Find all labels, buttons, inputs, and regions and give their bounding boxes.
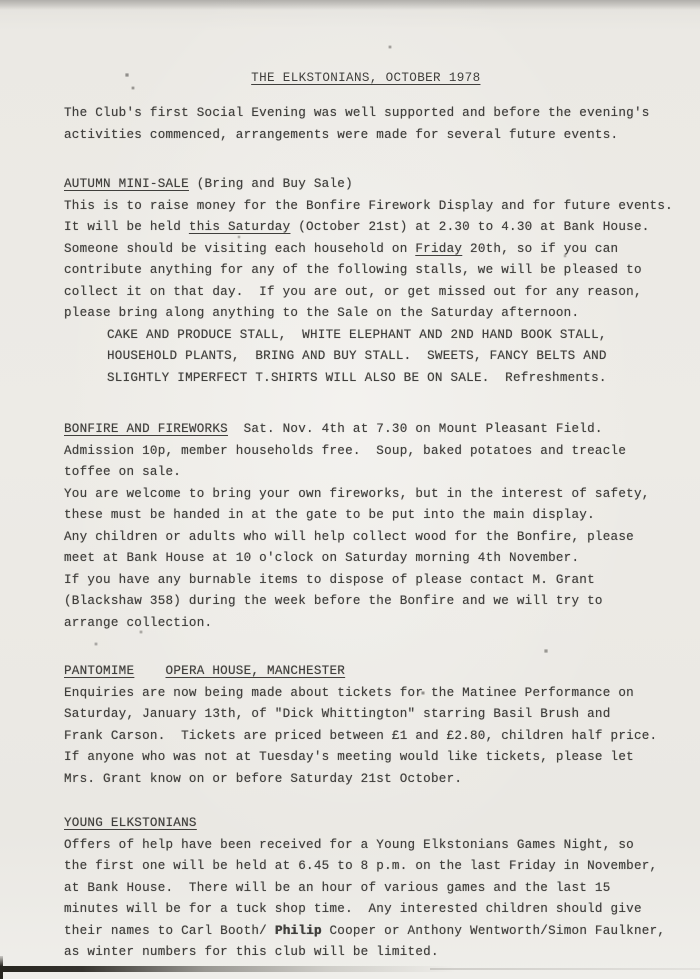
text-line <box>64 613 680 635</box>
underlined-text: BONFIRE AND FIREWORKS <box>64 422 228 436</box>
stall-list <box>64 325 680 390</box>
underlined-text: PANTOMIME <box>64 664 135 678</box>
text-line <box>64 505 680 527</box>
text-line <box>64 942 680 964</box>
text-line <box>64 441 680 463</box>
text-segment: Any children or adults who will help collect wood for the Bonfire, please <box>64 529 634 544</box>
text-segment: CAKE AND PRODUCE STALL, WHITE ELEPHANT AND 2ND HAND BOOK STALL, <box>107 327 607 342</box>
text-line <box>64 103 680 125</box>
section-pantomime <box>64 661 680 790</box>
text-segment: Saturday, January 13th, of "Dick Whittington" starring Basil Brush and <box>64 707 611 721</box>
paper-speckles <box>0 0 2 2</box>
text-segment: meet at Bank House at 10 o'clock on Saturday morning 4th November. <box>64 551 580 565</box>
text-segment: It will be held <box>64 220 189 234</box>
text-line <box>64 527 680 549</box>
section-autumn-mini-sale <box>64 174 680 325</box>
text-segment: (October 21st) at 2.30 to 4.30 at Bank House. <box>290 220 650 234</box>
text-segment: Frank Carson. Tickets are priced between £1 and £2.80, children half price. <box>64 728 658 743</box>
intro-paragraph <box>64 103 680 146</box>
text-segment: Mrs. Grant know on or before Saturday 21st October. <box>64 771 463 786</box>
text-line <box>64 683 680 705</box>
text-line <box>64 661 680 683</box>
text-line <box>64 260 680 282</box>
text-segment: You are welcome to bring your own fireworks, but in the interest of safety, <box>64 486 650 501</box>
text-line <box>64 282 680 304</box>
text-segment: Philip <box>274 923 322 938</box>
text-line <box>64 813 680 835</box>
text-line <box>64 239 680 261</box>
text-line <box>64 462 680 484</box>
scan-edge-corner <box>0 956 3 979</box>
section-bonfire-and-fireworks <box>64 419 680 634</box>
text-line <box>64 484 680 506</box>
text-line <box>64 835 680 857</box>
text-segment: Someone should be visiting each household on <box>64 241 416 256</box>
text-segment: Sat. Nov. 4th at 7.30 on Mount Pleasant Field. <box>227 422 603 436</box>
text-line <box>64 769 680 791</box>
text-segment: their names to Carl Booth/ <box>64 923 275 938</box>
page-title-text: THE ELKSTONIANS, OCTOBER 1978 <box>251 71 481 85</box>
text-line <box>64 591 680 613</box>
text-segment: minutes will be for a tuck shop time. Any interested children should give <box>64 902 642 916</box>
text-segment: SLIGHTLY IMPERFECT T.SHIRTS WILL ALSO BE ON SALE. Refreshments. <box>107 370 607 385</box>
text-segment: at Bank House. There will be an hour of various games and the last 15 <box>64 880 611 895</box>
text-line <box>107 368 680 390</box>
text-segment <box>134 664 165 678</box>
underlined-text: this Saturday <box>188 220 291 234</box>
text-segment: Enquiries are now being made about tickets for the Matinee Performance on <box>64 685 634 700</box>
text-line <box>64 856 680 878</box>
text-line <box>64 548 680 570</box>
text-line <box>64 726 680 748</box>
text-segment: contribute anything for any of the following stalls, we will be pleased to <box>64 263 642 277</box>
text-line <box>107 346 680 368</box>
text-segment: please bring along anything to the Sale on the Saturday afternoon. <box>64 306 580 320</box>
text-segment: This is to raise money for the Bonfire Firework Display and for future events. <box>64 198 673 213</box>
text-segment: toffee on sale. <box>64 465 182 479</box>
underlined-text: Friday <box>415 241 463 256</box>
text-line <box>64 704 680 726</box>
text-line <box>64 217 680 239</box>
scan-edge-top <box>0 0 700 10</box>
text-line <box>107 325 680 347</box>
text-segment: these must be handed in at the gate to be put into the main display. <box>64 508 595 522</box>
underlined-text: AUTUMN MINI-SALE <box>64 177 189 191</box>
text-line <box>64 899 680 921</box>
text-line <box>64 125 680 147</box>
text-segment: The Club's first Social Evening was well supported and before the evening's <box>64 106 650 120</box>
text-segment: If anyone who was not at Tuesday's meeting would like tickets, please let <box>64 750 634 764</box>
text-line <box>64 419 680 441</box>
scan-edge-bottom-streak <box>0 966 455 972</box>
text-segment: arrange collection. <box>64 615 213 630</box>
section-young-elkstonians <box>64 813 680 964</box>
text-line <box>64 747 680 769</box>
text-segment: the first one will be held at 6.45 to 8 p.m. on the last Friday in November, <box>64 859 658 873</box>
text-line <box>64 570 680 592</box>
text-line <box>64 921 680 943</box>
text-segment: activities commenced, arrangements were made for several future events. <box>64 127 619 142</box>
text-line <box>64 196 680 218</box>
underlined-text: OPERA HOUSE, MANCHESTER <box>165 664 346 678</box>
text-line <box>64 878 680 900</box>
text-segment: HOUSEHOLD PLANTS, BRING AND BUY STALL. SWEETS, FANCY BELTS AND <box>107 349 607 363</box>
document-body <box>64 79 680 964</box>
underlined-text: YOUNG ELKSTONIANS <box>64 816 197 830</box>
text-segment: Cooper or Anthony Wentworth/Simon Faulkner, <box>321 923 666 938</box>
text-segment: collect it on that day. If you are out, or get missed out for any reason, <box>64 284 642 299</box>
text-segment: (Blackshaw 358) during the week before the Bonfire and we will try to <box>64 594 603 608</box>
text-segment: 20th, so if you can <box>462 241 619 256</box>
text-line <box>64 174 680 196</box>
scan-edge-bottom-faint <box>430 968 700 970</box>
text-line <box>64 303 680 325</box>
text-segment: as winter numbers for this club will be limited. <box>64 945 439 959</box>
text-segment: Admission 10p, member households free. Soup, baked potatoes and treacle <box>64 443 627 458</box>
text-segment: If you have any burnable items to dispose of please contact M. Grant <box>64 572 595 587</box>
text-segment: (Bring and Buy Sale) <box>188 177 353 191</box>
text-segment: Offers of help have been received for a Young Elkstonians Games Night, so <box>64 837 634 852</box>
